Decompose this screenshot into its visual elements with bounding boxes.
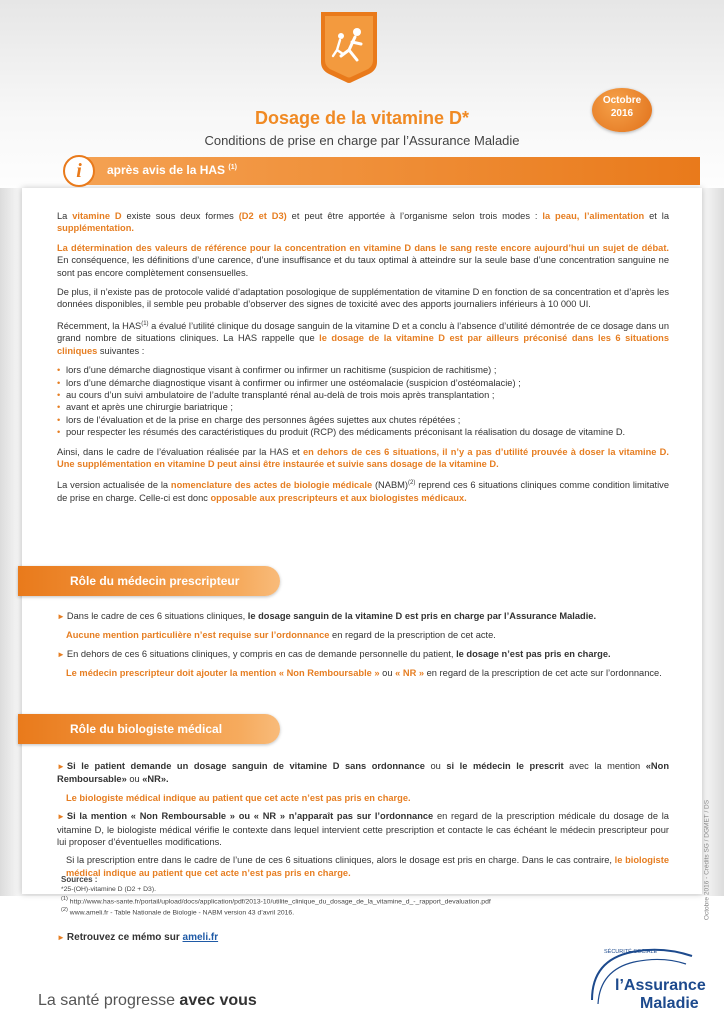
list-item: • pour respecter les résumés des caractéristiques du produit (RCP) des médicaments préconisant la réalisation du dosage de vitamine D. bbox=[57, 426, 669, 438]
list-item: • au cours d’un suivi ambulatoire de l’adulte transplanté rénal au-delà de trois mois après transplantation ; bbox=[57, 389, 669, 401]
logo-line-1: l’Assurance bbox=[615, 977, 706, 994]
has-banner-label: après avis de la HAS $^{(1)}$ bbox=[107, 163, 237, 177]
side-credits: Octobre 2016 - Crédits SG / DGMET / DS bbox=[703, 799, 711, 921]
source-1: $^{(1)}$ http://www.has-sante.fr/portail/upload/docs/application/pdf/2013-10/utilite_clinique_du_dosage_de_la_vitamine_d_-_rapport_devaluation.pdf bbox=[61, 895, 491, 906]
prescripteur-section bbox=[57, 610, 669, 686]
source-2: $^{(2)}$ www.ameli.fr - Table Nationale de Biologie - NABM version 43 d’avril 2016. bbox=[61, 907, 295, 917]
list-item: • avant et après une chirurgie bariatrique ; bbox=[57, 401, 669, 413]
prescripteur-point-1: ► Dans le cadre de ces 6 situations cliniques, le dosage sanguin de la vitamine D est pris en charge par l’Assurance Maladie. bbox=[57, 611, 597, 621]
intro-paragraph-5: Ainsi, dans le cadre de l’évaluation réalisée par la HAS et en dehors de ces 6 situations, il n’y a pas d’utilité prouvée à doser la vitamine D. Une supplémentation en vitamine D peut ainsi être instaurée et suivie sans dosage de la vitamine D. bbox=[57, 446, 669, 469]
prescripteur-heading: Rôle du médecin prescripteur bbox=[18, 566, 280, 596]
arrow-icon: ► bbox=[57, 933, 65, 942]
arrow-icon: ► bbox=[57, 612, 65, 621]
ameli-link[interactable]: ameli.fr bbox=[182, 932, 219, 943]
logo-arc-text: SÉCURITÉ SOCIALE bbox=[604, 949, 658, 955]
sources-block bbox=[61, 875, 621, 918]
intro-paragraph-2: La détermination des valeurs de référence pour la concentration en vitamine D dans le sang reste encore aujourd’hui un sujet de débat. En conséquence, les définitions d’une carence, d’une insuffisance et du taux optimal à atteindre sur la seule base d’une concentration sanguine ne sont pas encore complètement consensuelles. bbox=[57, 242, 669, 278]
date-badge bbox=[592, 88, 652, 132]
prescripteur-point-2: ► En dehors de ces 6 situations cliniques, y compris en cas de demande personnelle du patient, le dosage n’est pas pris en charge. bbox=[57, 648, 611, 659]
biologiste-note-1: Le biologiste médical indique au patient que cet acte n’est pas pris en charge. bbox=[66, 792, 411, 803]
has-banner bbox=[67, 157, 700, 185]
vitamin-logo-icon bbox=[321, 12, 377, 84]
footer-tagline: La santé progresse avec vous bbox=[38, 992, 257, 1009]
biologiste-section bbox=[57, 760, 669, 885]
page-title: Dosage de la vitamine D* bbox=[254, 108, 470, 128]
intro-section bbox=[57, 210, 669, 511]
intro-paragraph-3: De plus, il n’existe pas de protocole validé d’adaptation posologique de supplémentation de vitamine D en fonction de sa concentration et d’après les données disponibles, il semble peu probable d’observer des signes de toxicité avec des apports journaliers inférieurs à 10 000 UI. bbox=[57, 287, 669, 310]
intro-paragraph-4: Récemment, la HAS$^{(1)}$ a évalué l’utilité clinique du dosage sanguin de la vitamine D et a conclu à l’absence d’utilité démontrée de ce dosage dans un grand nombre de situations cliniques. La HAS rappelle que le dosage de la vitamine D est par ailleurs préconisé dans les 6 situations cliniques suivantes : bbox=[57, 320, 670, 356]
intro-paragraph-1: La vitamine D existe sous deux formes (D2 et D3) et peut être apportée à l’organisme selon trois modes : la peau, l’alimentation et la supplémentation. bbox=[57, 211, 670, 234]
biologiste-point-2: ► Si la mention « Non Remboursable » ou « NR » n’apparaît pas sur l’ordonnance en regard de la prescription médicale du dosage de la vitamine D, le biologiste médical vérifie le contexte dans lequel intervient cette prescription et contacte le cas échéant le médecin prescripteur pour lui proposer d’éventuelles modifications. bbox=[57, 811, 669, 848]
sources-heading: Sources : bbox=[61, 875, 98, 884]
biologiste-note-2: Si la prescription entre dans le cadre de l’une de ces 6 situations cliniques, alors le dosage est pris en charge. Dans le cas contraire, le biologiste médical indique au patient que cet acte n’est pas pris en charge. bbox=[66, 855, 669, 878]
ameli-note: ► Retrouvez ce mémo sur ameli.fr bbox=[57, 932, 219, 943]
arrow-icon: ► bbox=[57, 762, 65, 771]
list-item: • lors de l’évaluation et de la prise en charge des personnes âgées sujettes aux chutes répétées ; bbox=[57, 414, 669, 426]
prescripteur-note-2: Le médecin prescripteur doit ajouter la mention « Non Remboursable » ou « NR » en regard de la prescription de cet acte sur l’ordonnance. bbox=[66, 668, 662, 679]
list-item: • lors d’une démarche diagnostique visant à confirmer ou infirmer une ostéomalacie (suspicion d’ostéomalacie) ; bbox=[57, 377, 669, 389]
clinical-situations-list bbox=[57, 364, 669, 438]
logo-line-2: Maladie bbox=[640, 995, 699, 1012]
prescripteur-note-1: Aucune mention particulière n’est requise sur l’ordonnance en regard de la prescription de cet acte. bbox=[66, 630, 496, 641]
list-item: • lors d’une démarche diagnostique visant à confirmer ou infirmer un rachitisme (suspicion de rachitisme) ; bbox=[57, 364, 669, 376]
page-subtitle: Conditions de prise en charge par l’Assurance Maladie bbox=[204, 133, 520, 148]
date-year: 2016 bbox=[610, 108, 634, 119]
source-0: *25-(OH)-vitamine D (D2 + D3). bbox=[61, 886, 156, 894]
date-month: Octobre bbox=[602, 95, 642, 106]
biologiste-point-1: ► Si le patient demande un dosage sanguin de vitamine D sans ordonnance ou si le médecin le prescrit avec la mention «Non Remboursable» ou «NR». bbox=[57, 761, 670, 785]
arrow-icon: ► bbox=[57, 649, 65, 659]
info-icon: i bbox=[63, 155, 95, 187]
biologiste-heading: Rôle du biologiste médical bbox=[18, 714, 280, 744]
arrow-icon: ► bbox=[57, 812, 65, 822]
intro-paragraph-6: La version actualisée de la nomenclature des actes de biologie médicale (NABM)$^{(2)}$ reprend ces 6 situations cliniques comme condition limitative de prise en charge. Celle-ci est donc opposable aux prescripteurs et aux biologistes médicaux. bbox=[57, 480, 670, 503]
